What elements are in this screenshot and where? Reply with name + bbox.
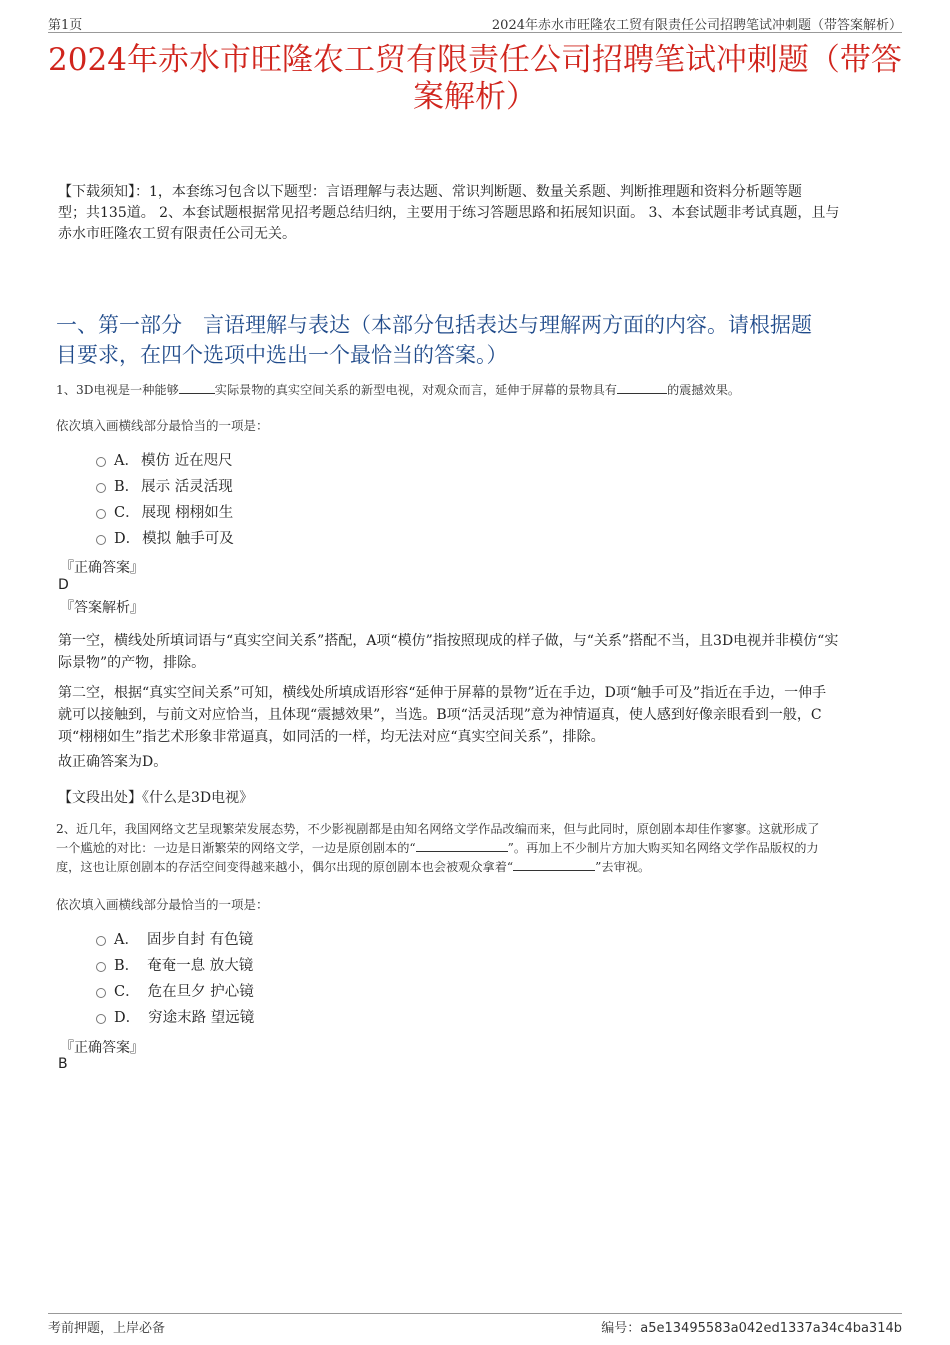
option-text: 固步自封 有色镜 (146, 932, 254, 948)
q2-option-a[interactable] (96, 930, 253, 950)
code-value: a5e13495583a042ed1337a34c4ba314b (640, 1321, 902, 1336)
q1-answer: D (58, 577, 69, 593)
option-text: 奄奄一息 放大镜 (147, 958, 254, 974)
page-number: 第1页 (48, 18, 83, 33)
analysis-line: 第二空，根据“真实空间关系”可知，横线处所填成语形容“延伸于屏幕的景物”近在手边，D项“触手可及”指近在手边，一伸手 (58, 685, 827, 701)
option-text: 展示 活灵活现 (141, 479, 233, 495)
radio-icon[interactable] (96, 936, 106, 946)
blank-line (617, 381, 667, 394)
option-letter: D． (114, 531, 141, 547)
option-letter: C． (114, 984, 140, 1000)
radio-icon[interactable] (96, 535, 106, 545)
radio-icon[interactable] (96, 1014, 106, 1024)
page-footer (48, 1313, 902, 1338)
stem-text: 实际景物的真实空间关系的新型电视，对观众而言，延伸于屏幕的景物具有 (214, 383, 617, 397)
blank-line (416, 839, 508, 852)
stem-text: 2、近几年，我国网络文艺呈现繁荣发展态势，不少影视剧都是由知名网络文学作品改编而来，但与此同时，原创剧本却佳作寥寥。这就形成了 (56, 822, 820, 836)
footer-code (601, 1317, 902, 1336)
radio-icon[interactable] (96, 457, 106, 467)
q1-source: 【文段出处】《什么是3D电视》 (58, 790, 254, 806)
stem-text: 1、3D电视是一种能够 (56, 383, 179, 397)
section-heading-line: 一、第一部分 言语理解与表达（本部分包括表达与理解两方面的内容。请根据题 (56, 313, 812, 337)
code-label: 编号： (601, 1321, 641, 1336)
stem-text: 的震撼效果。 (666, 383, 741, 397)
q2-option-d[interactable] (96, 1008, 254, 1028)
stem-text: 一个尴尬的对比：一边是日渐繁荣的网络文学，一边是原创剧本的“ (56, 841, 416, 855)
option-letter: B． (114, 479, 140, 495)
q1-option-a[interactable] (96, 451, 233, 471)
option-letter: C． (114, 505, 140, 521)
title-line-2: 案解析） (413, 79, 537, 115)
stem-text: 度，这也让原创剧本的存活空间变得越来越小，偶尔出现的原创剧本也会被观众拿着“ (56, 860, 514, 874)
header-doc-title: 2024年赤水市旺隆农工贸有限责任公司招聘笔试冲刺题（带答案解析） (491, 18, 902, 33)
q2-option-c[interactable] (96, 982, 254, 1002)
q2-option-b[interactable] (96, 956, 253, 976)
option-text: 穷途末路 望远镜 (148, 1010, 255, 1026)
blank-line (179, 381, 215, 394)
q2-answer-label: 『正确答案』 (60, 1040, 144, 1056)
option-text: 展现 栩栩如生 (141, 505, 234, 521)
stem-text: ”。再加上不少制片方加大购买知名网络文学作品版权的力 (507, 841, 819, 855)
question-1-instruction: 依次填入画横线部分最恰当的一项是： (56, 418, 269, 433)
page-header (48, 12, 902, 33)
q1-analysis-label: 『答案解析』 (60, 600, 144, 616)
analysis-line: 项“栩栩如生”指艺术形象非常逼真，如同活的一样，均无法对应“真实空间关系”，排除。 (58, 729, 605, 745)
q1-option-b[interactable] (96, 477, 233, 497)
section-heading-line: 目要求，在四个选项中选出一个最恰当的答案。） (56, 343, 508, 367)
question-2-instruction: 依次填入画横线部分最恰当的一项是： (56, 897, 269, 912)
q1-answer-label: 『正确答案』 (60, 560, 144, 576)
download-notice (58, 182, 900, 245)
q2-answer: B (58, 1056, 68, 1072)
option-text: 模仿 近在咫尺 (140, 453, 233, 469)
title-line-1: 2024年赤水市旺隆农工贸有限责任公司招聘笔试冲刺题（带答 (48, 42, 902, 78)
q1-analysis-paragraph-2 (58, 682, 896, 748)
question-1-stem (56, 381, 900, 400)
q1-option-c[interactable] (96, 503, 233, 523)
analysis-line: 际景物”的产物，排除。 (58, 655, 206, 671)
footer-slogan: 考前押题，上岸必备 (48, 1321, 166, 1336)
option-letter: A． (114, 453, 139, 469)
analysis-line: 就可以接触到，与前文对应恰当，且体现“震撼效果”，当选。B项“活灵活现”意为神情逼真，使人感到好像亲眼看到一般，C (58, 707, 822, 723)
radio-icon[interactable] (96, 988, 106, 998)
section-heading (56, 310, 900, 370)
radio-icon[interactable] (96, 483, 106, 493)
notice-line: 型；共135道。 2、本套试题根据常见招考题总结归纳，主要用于练习答题思路和拓展知识面。 3、本套试题非考试真题，且与 (58, 205, 840, 221)
notice-line: 赤水市旺隆农工贸有限责任公司无关。 (58, 226, 296, 242)
radio-icon[interactable] (96, 962, 106, 972)
q1-analysis-paragraph-1 (58, 630, 896, 674)
analysis-line: 第一空，横线处所填词语与“真实空间关系”搭配，A项“模仿”指按照现成的样子做，与“关系”搭配不当，且3D电视并非模仿“实 (58, 633, 839, 649)
radio-icon[interactable] (96, 509, 106, 519)
q1-option-d[interactable] (96, 529, 234, 549)
question-2-stem (56, 820, 900, 877)
option-letter: B． (114, 958, 140, 974)
document-title (48, 42, 902, 116)
option-letter: A． (114, 932, 139, 948)
option-letter: D． (114, 1010, 141, 1026)
option-text: 模拟 触手可及 (142, 531, 234, 547)
blank-line (513, 858, 595, 871)
option-text: 危在旦夕 护心镜 (147, 984, 254, 1000)
stem-text: ”去审视。 (595, 860, 651, 874)
q1-conclusion: 故正确答案为D。 (58, 754, 168, 770)
notice-line: 【下载须知】：1，本套练习包含以下题型：言语理解与表达题、常识判断题、数量关系题、判断推理题和资料分析题等题 (58, 184, 802, 200)
